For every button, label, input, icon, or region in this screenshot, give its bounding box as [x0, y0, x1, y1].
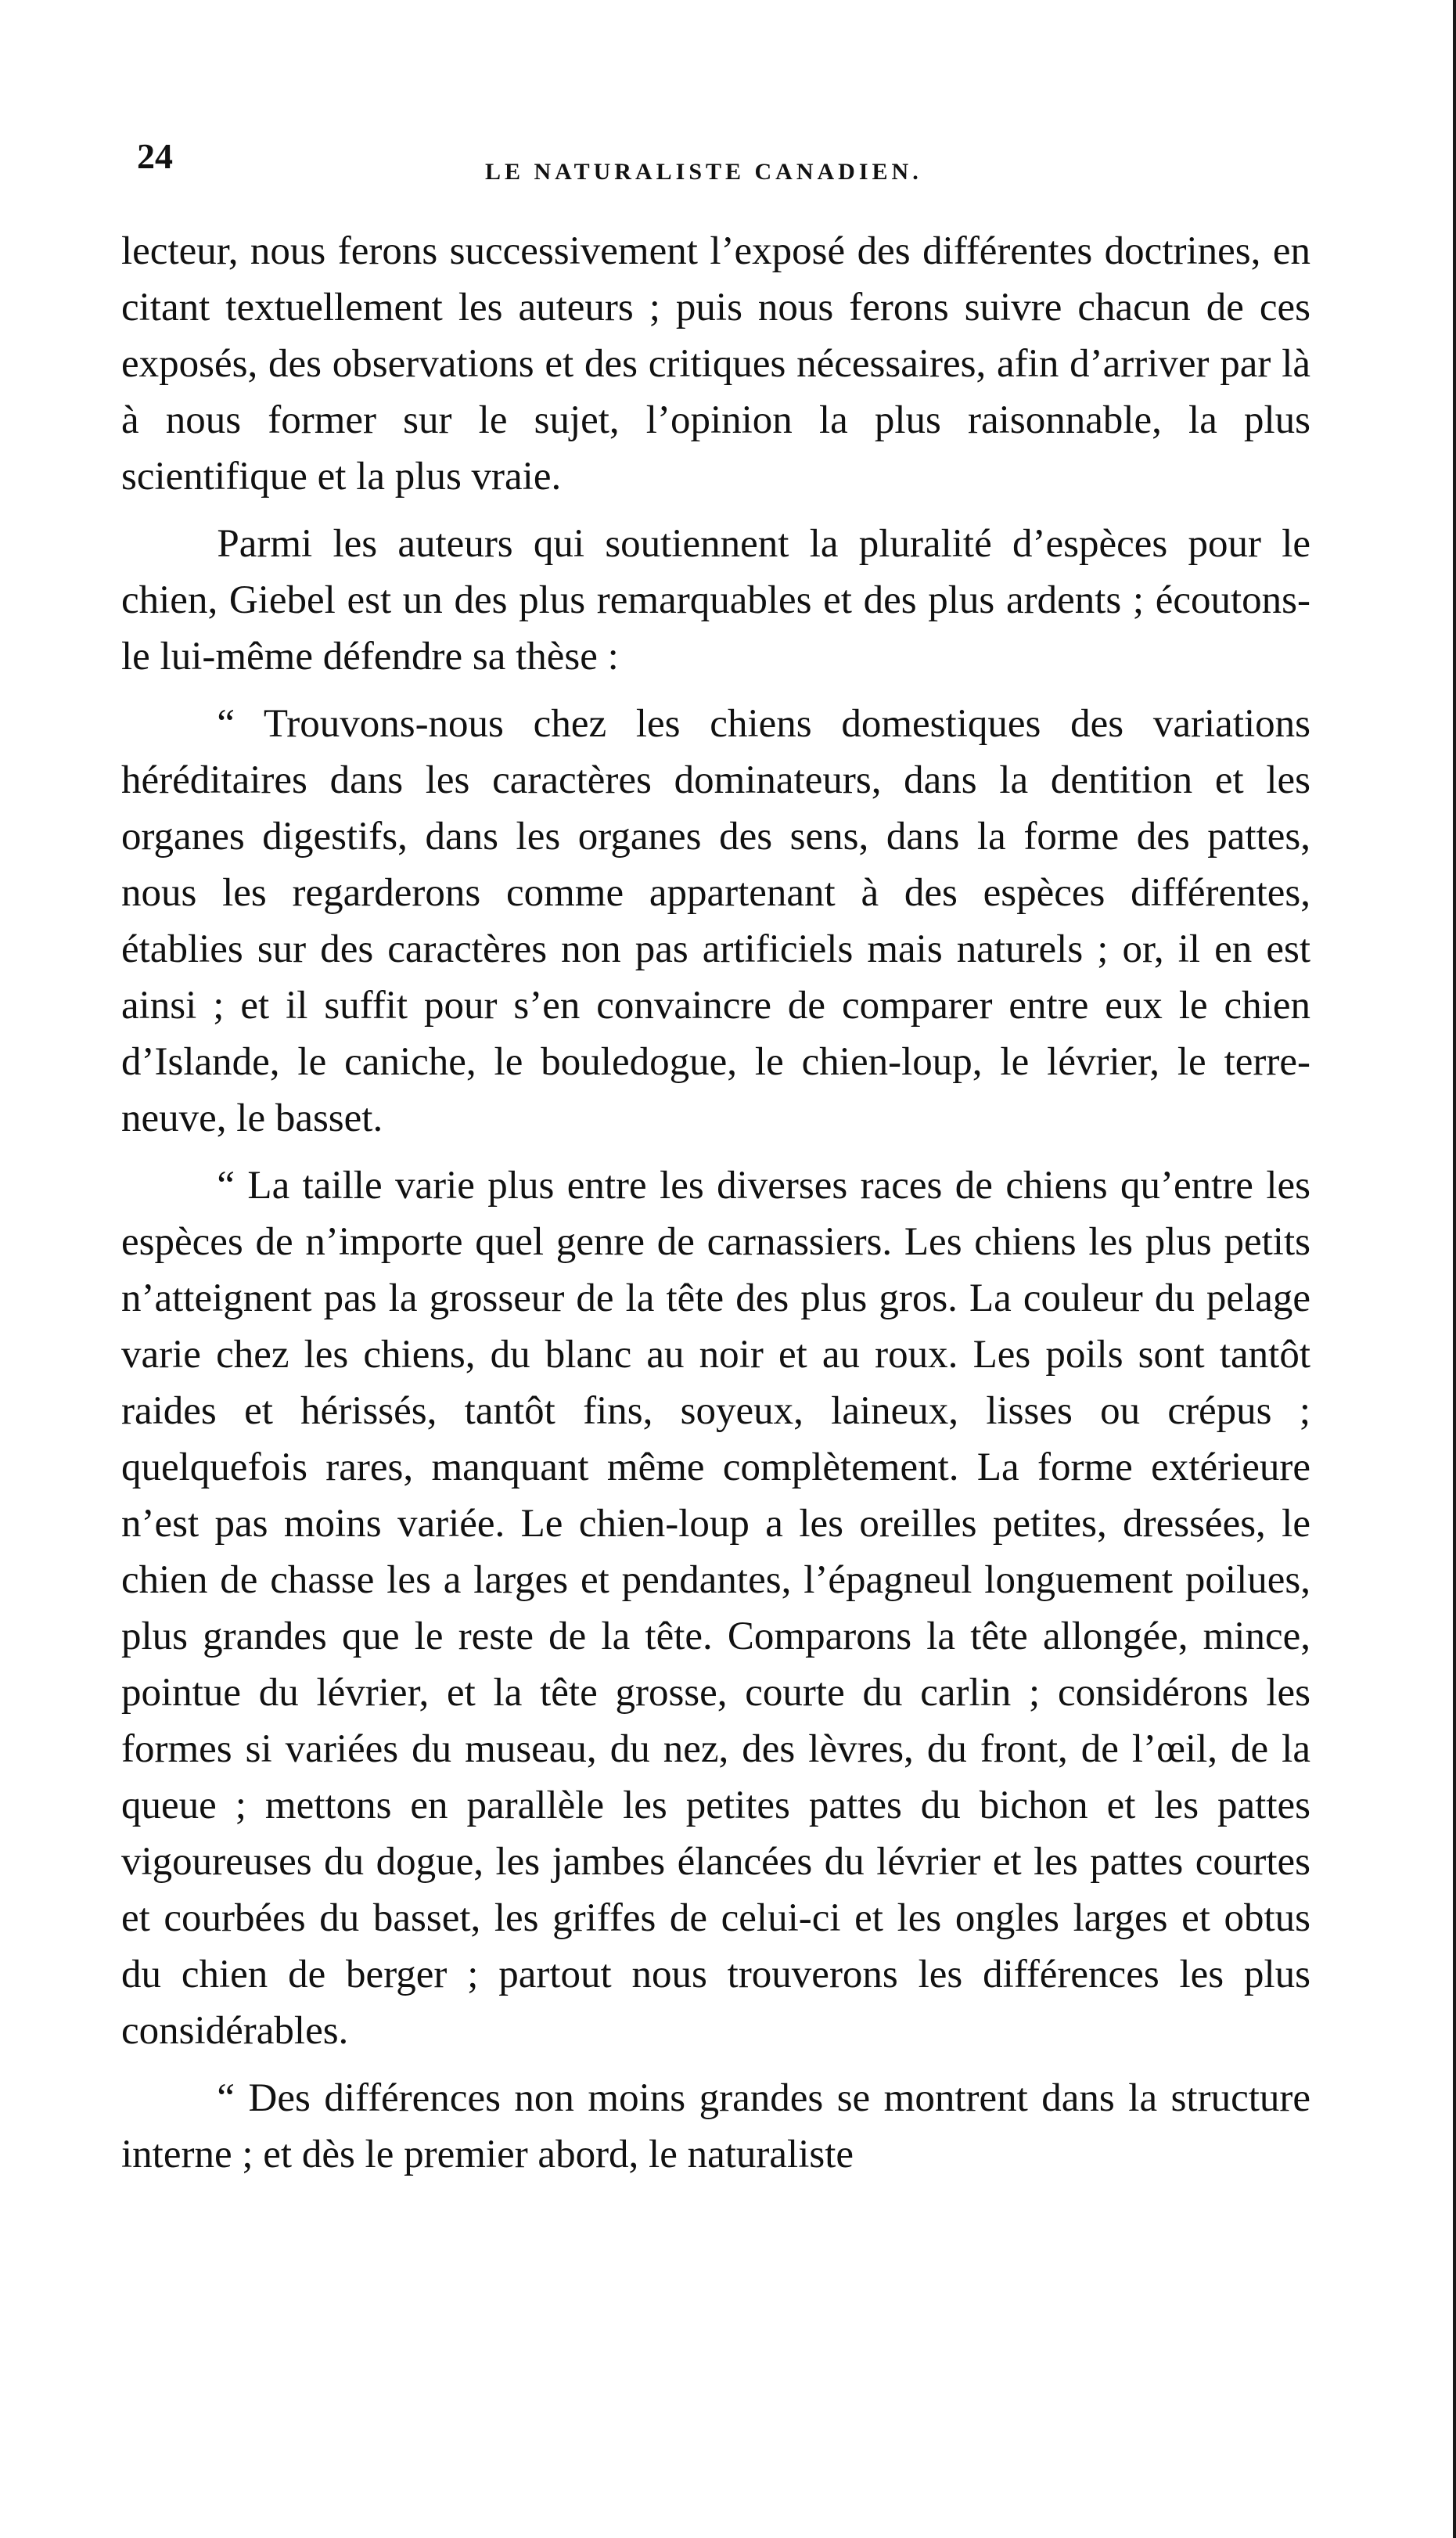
paragraph-quote-variations: “ Trouvons-nous chez les chiens domestiques des variations héréditaires dans les caractères dominateurs, dans la dentition et les organes digestifs, dans les organes des sens, dans la forme des pattes, nous les regarderons comme appartenant à des espèces différentes, établies sur des caractères non pas artificiels mais naturels ; or, il en est ainsi ; et il suffit pour s’en convaincre de comparer entre eux le chien d’Islande, le caniche, le bouledogue, le chien-loup, le lévrier, le terre-neuve, le basset. [121, 702, 1310, 1140]
paragraph-quote-size: “ La taille varie plus entre les diverses races de chiens qu’entre les espèces de n’importe quel genre de carnassiers. Les chiens les plus petits n’atteignent pas la grosseur de la tête des plus gros. La couleur du pelage varie chez les chiens, du blanc au noir et au roux. Les poils sont tantôt raides et hérissés, tantôt fins, soyeux, laineux, lisses ou crépus ; quelquefois rares, manquant même complètement. La forme extérieure n’est pas moins variée. Le chien-loup a les oreilles petites, dressées, le chien de chasse les a larges et pendantes, l’épagneul longuement poilues, plus grandes que le reste de la tête. Comparons la tête allongée, mince, pointue du lévrier, et la tête grosse, courte du carlin ; considérons les formes si variées du museau, du nez, des lèvres, du front, de l’œil, de la queue ; mettons en parallèle les petites pattes du bichon et les pattes vigoureuses du dogue, les jambes élancées du lévrier et les pattes courtes et courbées du basset, les griffes de celui-ci et les ongles larges et obtus du chien de berger ; partout nous trouverons les différences les plus considérables. [121, 1164, 1310, 2053]
paragraph-quote-structure: “ Des différences non moins grandes se montrent dans la structure interne ; et dès le premier abord, le naturaliste [121, 2076, 1310, 2176]
paragraph-continuation: lecteur, nous ferons successivement l’exposé des différentes doctrines, en citant textuellement les auteurs ; puis nous ferons suivre chacun de ces exposés, des observations et des critiques nécessaires, afin d’arriver par là à nous former sur le sujet, l’opinion la plus raisonnable, la plus scientifique et la plus vraie. [121, 229, 1310, 499]
running-head [137, 133, 1295, 188]
page-edge-line [1453, 0, 1456, 2538]
page-number: 24 [137, 136, 173, 176]
body-text [121, 223, 1310, 2183]
paragraph-giebel-intro: Parmi les auteurs qui soutiennent la pluralité d’espèces pour le chien, Giebel est un des plus remarquables et des plus ardents ; écoutons-le lui-même défendre sa thèse : [121, 522, 1310, 679]
journal-title: LE NATURALISTE CANADIEN. [485, 159, 922, 185]
